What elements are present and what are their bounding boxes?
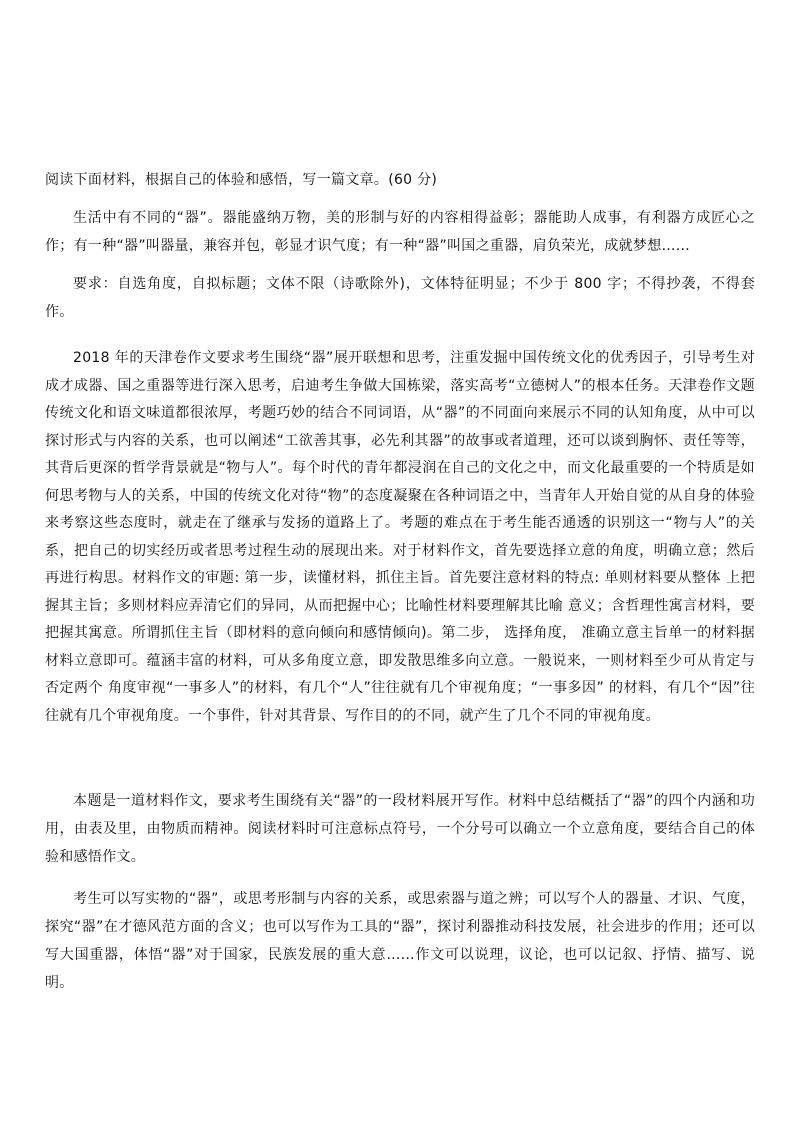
question-section [45,166,755,326]
material-paragraph: 生活中有不同的“器”。器能盛纳万物，美的形制与好的内容相得益彰；器能助人成事，有利器方成匠心之作；有一种“器”叫器量，兼容并包，彰显才识气度；有一种“器”叫国之重器，肩负荣光，成就梦想…… [45,210,755,254]
guidance-paragraph-2: 考生可以写实物的“器”，或思考形制与内容的关系，或思索器与道之辨；可以写个人的器量、才识、气度，探究“器”在才德风范方面的含义；也可以写作为工具的“器”，探讨利器推动科技发展，社会进步的作用；还可以写大国重器，体悟“器”对于国家，民族发展的重大意……作文可以说理，议论，也可以记叙、抒情、描写、说明。 [45,891,755,991]
guidance-paragraph-1: 本题是一道材料作文，要求考生围绕有关“器”的一段材料展开写作。材料中总结概括了“器”的四个内涵和功用，由表及里，由物质而精神。阅读材料时可注意标点符号，一个分号可以确立一个立意角度，要结合自己的体验和感悟作文。 [45,793,755,865]
writing-prompt: 阅读下面材料，根据自己的体验和感悟，写一篇文章。(60 分) [45,172,438,188]
guidance-section [45,787,755,997]
analysis-section [45,345,755,730]
analysis-paragraph: 2018 年的天津卷作文要求考生围绕“器”展开联想和思考，注重发掘中国传统文化的优秀因子，引导考生对成才成器、国之重器等进行深入思考，启迪考生争做大国栋梁，落实高考“立德树人”的根本任务。天津卷作文题传统文化和语文味道都很浓厚，考题巧妙的结合不同词语，从“器”的不同面向来展示不同的认知角度，从中可以探讨形式与内容的关系，也可以阐述“工欲善其事，必先利其器”的故事或者道理，还可以谈到胸怀、责任等等，其背后更深的哲学背景就是“物与人”。每个时代的青年都浸润在自己的文化之中，而文化最重要的一个特质是如何思考物与人的关系，中国的传统文化对待“物”的态度凝聚在各种词语之中，当青年人开始自觉的从自身的体验来考察这些态度时，就走在了继承与发扬的道路上了。考题的难点在于考生能否通透的识别这一“物与人”的关系，把自己的切实经历或者思考过程生动的展现出来。对于材料作文，首先要选择立意的角度，明确立意；然后再进行构思。材料作文的审题: 第一步，读懂材料，抓住主旨。首先要注意材料的特点: 单则材料要从整体 上把握其主旨；多则材料应弄清它们的异同，从而把握中心；比喻性材料要理解其比喻 意义；含哲理性寓言材料，要把握其寓意。所谓抓住主旨（即材料的意向倾向和感情倾向)。第二步， 选择角度， 准确立意主旨单一的材料据材料立意即可。蕴涵丰富的材料，可从多角度立意，即发散思维多向立意。一般说来，一则材料至少可从肯定与否定两个 角度审视“一事多人”的材料，有几个“人”往往就有几个审视角度；“一事多因” 的材料，有几个“因”往往就有几个审视角度。一个事件，针对其背景、写作目的的不同，就产生了几个不同的审视角度。 [45,350,755,724]
requirements-paragraph: 要求：自选角度，自拟标题；文体不限（诗歌除外)，文体特征明显；不少于 800 字；不得抄袭，不得套作。 [45,276,755,320]
